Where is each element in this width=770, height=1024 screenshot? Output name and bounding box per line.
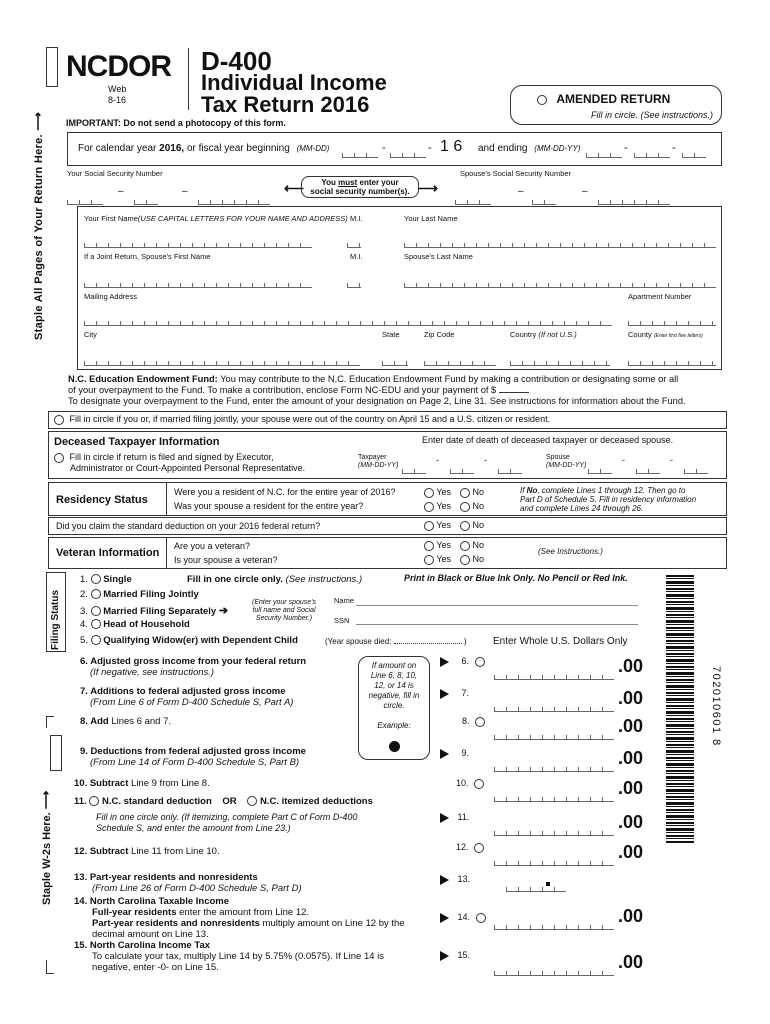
line-12-entry: 12. bbox=[456, 842, 484, 853]
veteran-title: Veteran Information bbox=[56, 547, 160, 559]
nc-standard-circle[interactable] bbox=[89, 796, 99, 806]
std-ded-no[interactable]: No bbox=[460, 520, 484, 531]
veteran-no-1[interactable]: No bbox=[460, 540, 484, 551]
filing-single[interactable]: 1. Single bbox=[80, 574, 132, 585]
arrow-right-icon bbox=[440, 657, 449, 667]
mailing-address-input[interactable] bbox=[84, 318, 612, 326]
enter-spouse-note: (Enter your spouse's full name and Social Security Number.) bbox=[252, 599, 316, 622]
std-ded-yes[interactable]: Yes bbox=[424, 520, 451, 531]
ssn-dash-3: – bbox=[518, 186, 524, 197]
fiscal-dash-3: - bbox=[624, 142, 628, 154]
your-ssn-2[interactable] bbox=[134, 197, 158, 205]
residency-title: Residency Status bbox=[56, 494, 148, 506]
line-6-amount[interactable] bbox=[494, 672, 614, 680]
filing-widow[interactable]: 5. Qualifying Widow(er) with Dependent Child bbox=[80, 635, 298, 646]
veteran-yes-2[interactable]: Yes bbox=[424, 554, 451, 565]
form-title-1: Individual Income bbox=[201, 70, 387, 95]
deceased-spouse-mm[interactable] bbox=[588, 466, 612, 474]
line-6-label: 6. Adjusted gross income from your federal return (If negative, see instructions.) bbox=[80, 656, 307, 678]
staple-marker-top bbox=[46, 47, 58, 87]
residency-divider bbox=[166, 482, 167, 516]
line-6-entry: 6. bbox=[440, 656, 485, 667]
last-name-input[interactable] bbox=[404, 240, 716, 248]
fiscal-begin-dd[interactable] bbox=[390, 150, 426, 158]
spouse-mi-input[interactable] bbox=[347, 280, 361, 288]
line-12-label: 12. Subtract Line 11 from Line 10. bbox=[74, 846, 220, 857]
line-7-label: 7. Additions to federal adjusted gross income (From Line 6 of Form D-400 Schedule S, Part A) bbox=[80, 686, 294, 708]
your-ssn-label: Your Social Security Number bbox=[67, 169, 163, 178]
line-8-label: 8. Add Lines 6 and 7. bbox=[80, 716, 172, 727]
deceased-taxpayer-mm[interactable] bbox=[402, 466, 426, 474]
zip-label: Zip Code bbox=[424, 330, 455, 339]
spouse-last-name-label: Spouse's Last Name bbox=[404, 252, 473, 261]
line-13-decimal-point bbox=[546, 882, 550, 886]
line-9-label: 9. Deductions from federal adjusted gross income (From Line 14 of Form D-400 Schedule S, Part B) bbox=[80, 746, 306, 768]
spouse-mi-label: M.I. bbox=[350, 252, 363, 261]
barcode bbox=[666, 575, 694, 843]
line-14-negative-circle[interactable] bbox=[476, 913, 486, 923]
outside-country-circle[interactable] bbox=[54, 415, 64, 425]
zip-input[interactable] bbox=[424, 358, 496, 366]
deceased-executor[interactable]: Fill in circle if return is filed and signed by Executor, Administrator or Court-Appointed Personal Representative. bbox=[54, 452, 305, 474]
line-6-cents: .00 bbox=[618, 656, 644, 676]
line-11-cents: .00 bbox=[618, 812, 644, 832]
residency-yes-1[interactable]: Yes bbox=[424, 487, 451, 498]
line-11-amount[interactable] bbox=[494, 828, 614, 836]
deceased-spouse-label: Spouse (MM-DD-YY) bbox=[546, 454, 587, 469]
arrow-right-icon bbox=[440, 913, 449, 923]
deceased-enter-date: Enter date of death of deceased taxpayer or deceased spouse. bbox=[422, 435, 674, 445]
separate-ssn-label: SSN bbox=[334, 616, 350, 625]
dec-dash-2: - bbox=[484, 455, 487, 465]
std-deduction-question: Did you claim the standard deduction on your 2016 federal return? bbox=[56, 521, 321, 531]
city-input[interactable] bbox=[84, 358, 360, 366]
country-label: Country (If not U.S.) bbox=[510, 330, 577, 339]
rev-label: 8-16 bbox=[108, 95, 127, 105]
filing-hoh[interactable]: 4. Head of Household bbox=[80, 619, 190, 630]
line-14-amount[interactable] bbox=[494, 922, 614, 930]
residency-q1: Were you a resident of N.C. for the entire year of 2016? bbox=[174, 487, 396, 497]
filing-status-label: Filing Status bbox=[50, 590, 61, 650]
apartment-label: Apartment Number bbox=[628, 292, 692, 301]
your-ssn-3[interactable] bbox=[198, 197, 270, 205]
fiscal-end-mm[interactable] bbox=[586, 150, 622, 158]
line-13-decimal[interactable] bbox=[506, 884, 566, 892]
endowment-text: N.C. Education Endowment Fund: You may contribute to the N.C. Education Endowment Fund by making a contribution or designating some or all of your overpayment to the Fund. To make a contribution, enclose Form NC-EDU and your payment of $ To designate your overpayment to the Fund, enter the amount of your designation on Page 2, Line 31. See instructions for information about the Fund. bbox=[68, 374, 686, 406]
fiscal-year-16: 1 6 bbox=[440, 138, 463, 155]
veteran-q2: Is your spouse a veteran? bbox=[174, 555, 278, 565]
line-15-cents: .00 bbox=[618, 952, 644, 972]
residency-no-2[interactable]: No bbox=[460, 501, 484, 512]
residency-no-1[interactable]: No bbox=[460, 487, 484, 498]
dec-dash-4: - bbox=[670, 455, 673, 465]
line-15-label: 15. North Carolina Income Tax To calculate your tax, multiply Line 14 by 5.75% (0.0575). If Line 14 is negative, enter -0- on Line 15. bbox=[74, 940, 385, 973]
first-name-input[interactable] bbox=[84, 240, 312, 248]
name-address-box bbox=[77, 206, 722, 370]
ssn-dash-2: – bbox=[182, 186, 188, 197]
w2-bracket-bottom bbox=[46, 960, 54, 974]
line-9-cents: .00 bbox=[618, 748, 644, 768]
web-label: Web bbox=[108, 84, 127, 94]
deceased-spouse-yy[interactable] bbox=[684, 466, 708, 474]
line-14-cents: .00 bbox=[618, 906, 644, 926]
fill-one-circle: Fill in one circle only. (See instructions.) bbox=[187, 574, 363, 585]
ssn-dash-4: – bbox=[582, 186, 588, 197]
filing-joint[interactable]: 2. Married Filing Jointly bbox=[80, 589, 199, 600]
mi-input[interactable] bbox=[347, 240, 361, 248]
ink-note: Print in Black or Blue Ink Only. No Pencil or Red Ink. bbox=[404, 573, 628, 583]
w2-bracket-top bbox=[46, 716, 54, 728]
line-7-entry: 7. bbox=[440, 688, 469, 699]
veteran-divider bbox=[166, 537, 167, 569]
state-input[interactable] bbox=[382, 358, 408, 366]
country-input[interactable] bbox=[510, 358, 610, 366]
must-enter-ssn: ⟵ You must enter your social security number(s). ⟶ bbox=[284, 178, 438, 196]
residency-note: If No, complete Lines 1 through 12. Then go to Part D of Schedule S. Fill in residency information and complete Lines 24 through 26. bbox=[520, 486, 697, 513]
line-6-negative-circle[interactable] bbox=[475, 657, 485, 667]
line-11-note: Fill in one circle only. (If itemizing, complete Part C of Form D-400 Schedule S, and enter the amount from Line 23.) bbox=[96, 812, 358, 833]
important-note: IMPORTANT: Do not send a photocopy of this form. bbox=[66, 118, 286, 128]
county-input[interactable] bbox=[628, 358, 716, 366]
ssn-dash-1: – bbox=[118, 186, 124, 197]
nc-itemized-circle[interactable] bbox=[247, 796, 257, 806]
line-9-amount[interactable] bbox=[494, 764, 614, 772]
separate-name-line[interactable] bbox=[356, 605, 638, 606]
line-12-cents: .00 bbox=[618, 842, 644, 862]
arrow-right-icon bbox=[440, 689, 449, 699]
line-15-entry: 15. bbox=[440, 950, 470, 961]
fiscal-dash-1: - bbox=[382, 142, 386, 154]
spouse-died-year: (Year spouse died: ) bbox=[325, 637, 467, 646]
fiscal-end-dd[interactable] bbox=[634, 150, 670, 158]
line-15-amount[interactable] bbox=[494, 968, 614, 976]
line-10-entry: 10. bbox=[456, 778, 484, 789]
arrow-right-icon bbox=[440, 813, 449, 823]
veteran-no-2[interactable]: No bbox=[460, 554, 484, 565]
fiscal-year-label: For calendar year 2016, or fiscal year beginning (MM-DD) bbox=[78, 143, 330, 154]
filing-separate[interactable]: 3. Married Filing Separately ➔ bbox=[80, 605, 229, 617]
line-10-negative-circle[interactable] bbox=[474, 779, 484, 789]
header-divider bbox=[188, 48, 189, 110]
spouse-last-name-input[interactable] bbox=[404, 280, 716, 288]
ncdor-logo: NCDOR bbox=[66, 50, 171, 83]
line-14-entry: 14. bbox=[440, 912, 486, 923]
line-8-cents: .00 bbox=[618, 716, 644, 736]
arrow-right-icon bbox=[440, 951, 449, 961]
arrow-right-icon bbox=[440, 875, 449, 885]
fiscal-ending-label: and ending (MM-DD-YY) bbox=[478, 143, 581, 154]
fiscal-begin-mm[interactable] bbox=[342, 150, 378, 158]
veteran-q1: Are you a veteran? bbox=[174, 541, 251, 551]
city-label: City bbox=[84, 330, 97, 339]
line-12-amount[interactable] bbox=[494, 858, 614, 866]
deceased-spouse-dd[interactable] bbox=[636, 466, 660, 474]
residency-q2: Was your spouse a resident for the entire year? bbox=[174, 501, 364, 511]
line-10-cents: .00 bbox=[618, 778, 644, 798]
line-7-amount[interactable] bbox=[494, 704, 614, 712]
apartment-input[interactable] bbox=[628, 318, 716, 326]
deceased-title: Deceased Taxpayer Information bbox=[54, 436, 220, 448]
line-13-label: 13. Part-year residents and nonresidents (From Line 26 of Form D-400 Schedule S, Part D) bbox=[74, 872, 302, 894]
mi-label: M.I. bbox=[350, 214, 363, 223]
line-10-amount[interactable] bbox=[494, 794, 614, 802]
form-title-2: Tax Return 2016 bbox=[201, 92, 370, 117]
whole-dollars-note: Enter Whole U.S. Dollars Only bbox=[493, 636, 628, 647]
last-name-label: Your Last Name bbox=[404, 214, 458, 223]
veteran-note: (See Instructions.) bbox=[538, 547, 603, 556]
fiscal-dash-2: - bbox=[428, 142, 432, 154]
barcode-number: 702010601 8 bbox=[710, 666, 722, 747]
fiscal-end-yy[interactable] bbox=[682, 150, 706, 158]
spouse-ssn-3[interactable] bbox=[598, 197, 670, 205]
line-9-entry: 9. bbox=[440, 748, 469, 759]
residency-yes-2[interactable]: Yes bbox=[424, 501, 451, 512]
deceased-taxpayer-dd[interactable] bbox=[450, 466, 474, 474]
dec-dash-3: - bbox=[622, 455, 625, 465]
spouse-first-name-input[interactable] bbox=[84, 280, 312, 288]
county-label: County (Enter first five letters) bbox=[628, 330, 703, 339]
veteran-yes-1[interactable]: Yes bbox=[424, 540, 451, 551]
first-name-label: Your First Name(USE CAPITAL LETTERS FOR YOUR NAME AND ADDRESS) bbox=[84, 214, 348, 223]
line-7-cents: .00 bbox=[618, 688, 644, 708]
line-10-label: 10. Subtract Line 9 from Line 8. bbox=[74, 778, 210, 789]
spouse-first-name-label: If a Joint Return, Spouse's First Name bbox=[84, 252, 211, 261]
staple-all-pages-label: Staple All Pages of Your Return Here. ⟶ bbox=[30, 111, 45, 340]
separate-name-label: Name bbox=[334, 596, 355, 605]
spouse-ssn-label: Spouse's Social Security Number bbox=[460, 169, 572, 178]
deceased-taxpayer-label: Taxpayer (MM-DD-YY) bbox=[358, 454, 399, 469]
outside-country-option[interactable]: Fill in circle if you or, if married filing jointly, your spouse were out of the country on April 15 and a U.S. citizen or resident. bbox=[54, 414, 550, 425]
dec-dash-1: - bbox=[436, 455, 439, 465]
line-8-entry: 8. bbox=[462, 716, 485, 727]
deceased-taxpayer-yy[interactable] bbox=[498, 466, 522, 474]
line-8-amount[interactable] bbox=[494, 732, 614, 740]
line-13-entry: 13. bbox=[440, 874, 470, 885]
form-number: D-400 bbox=[201, 46, 272, 76]
your-ssn-1[interactable] bbox=[67, 197, 103, 205]
line-11-choice: 11. N.C. standard deduction OR N.C. itemized deductions bbox=[74, 796, 373, 807]
amended-circle[interactable] bbox=[537, 95, 547, 105]
spouse-ssn-1[interactable] bbox=[455, 197, 491, 205]
negative-example-box: If amount on Line 6, 8, 10, 12, or 14 is negative, fill in circle. Example: bbox=[358, 656, 430, 760]
separate-ssn-line[interactable] bbox=[356, 624, 638, 625]
line-8-negative-circle[interactable] bbox=[475, 717, 485, 727]
mailing-address-label: Mailing Address bbox=[84, 292, 137, 301]
spouse-ssn-2[interactable] bbox=[532, 197, 556, 205]
arrow-right-icon bbox=[440, 749, 449, 759]
deceased-executor-circle[interactable] bbox=[54, 453, 64, 463]
line-11-entry: 11. bbox=[440, 812, 469, 823]
state-label: State bbox=[382, 330, 400, 339]
amended-box: AMENDED RETURN Fill in circle. (See instructions.) bbox=[510, 85, 722, 125]
staple-w2-label: Staple W-2s Here. ⟶ bbox=[38, 790, 53, 905]
line-14-label: 14. North Carolina Taxable Income Full-year residents enter the amount from Line 12. Part-year residents and nonresidents multiply amount on Line 12 by the decimal amount on Line 13. bbox=[74, 896, 405, 940]
fiscal-dash-4: - bbox=[672, 142, 676, 154]
line-12-negative-circle[interactable] bbox=[474, 843, 484, 853]
